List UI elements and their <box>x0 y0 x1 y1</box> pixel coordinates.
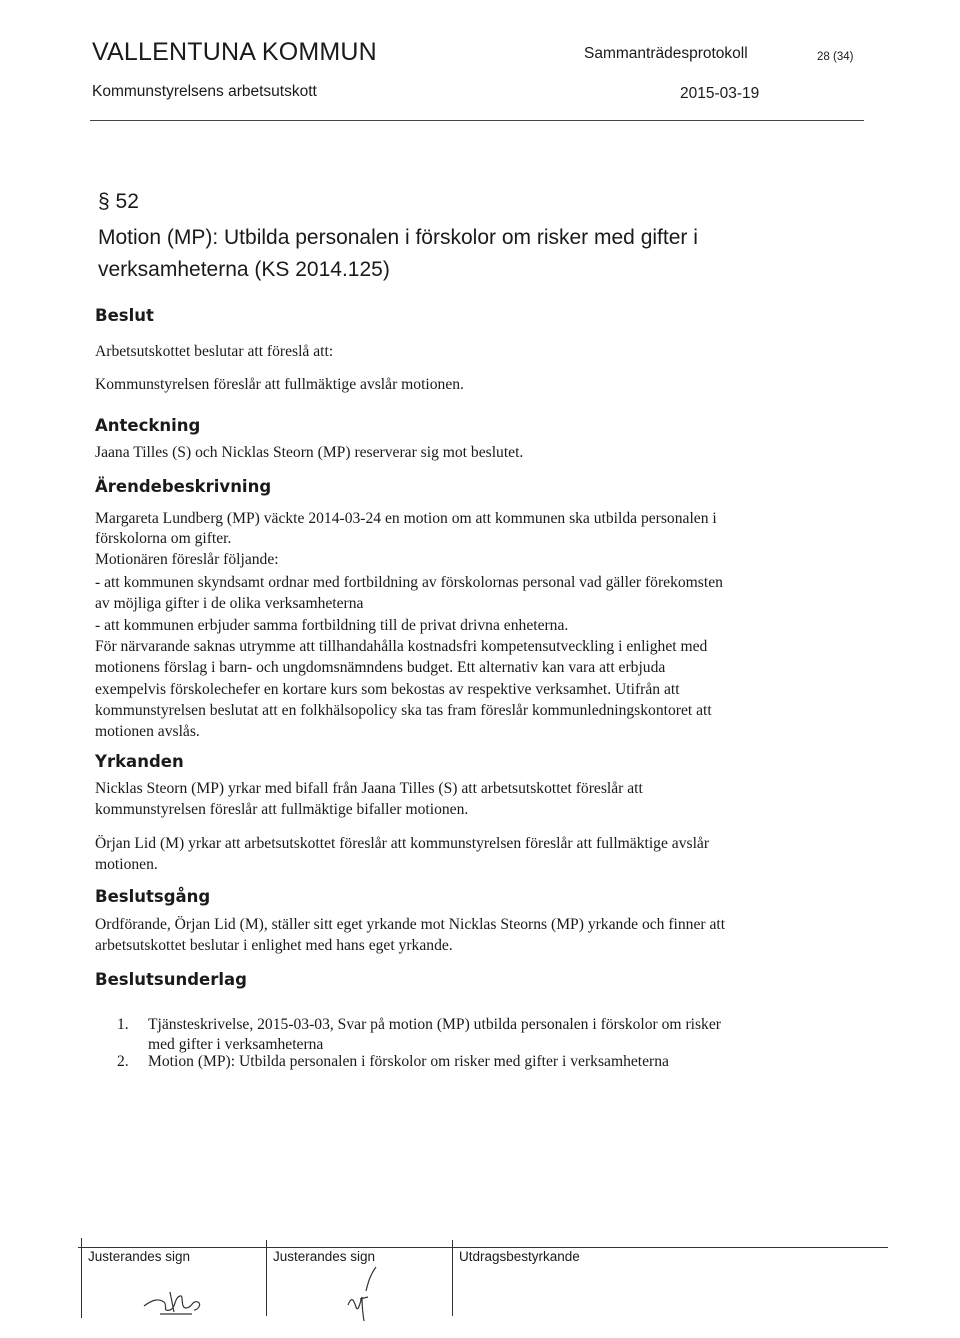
footer-border <box>81 1238 82 1318</box>
list-item-continuation: med gifter i verksamheterna <box>148 1036 324 1053</box>
heading-anteckning: Anteckning <box>95 416 201 435</box>
signature-initials-2 <box>338 1265 386 1325</box>
header-divider <box>90 120 864 121</box>
heading-beslutsunderlag: Beslutsunderlag <box>95 970 247 989</box>
footer-divider <box>78 1247 888 1248</box>
meeting-date: 2015-03-19 <box>680 85 760 102</box>
heading-arendebeskrivning: Ärendebeskrivning <box>95 477 272 496</box>
beslut-line-2: Kommunstyrelsen föreslår att fullmäktige avslår motionen. <box>95 376 464 393</box>
arende-line: - att kommunen skyndsamt ordnar med fortbildning av förskolornas personal vad gäller förekomsten <box>95 574 723 591</box>
list-item: Motion (MP): Utbilda personalen i förskolor om risker med gifter i verksamheterna <box>148 1053 669 1070</box>
signature-label-1: Justerandes sign <box>88 1249 191 1264</box>
arende-line: Motionären föreslår följande: <box>95 551 279 568</box>
list-item: Tjänsteskrivelse, 2015-03-03, Svar på motion (MP) utbilda personalen i förskolor om risker <box>148 1016 721 1033</box>
signature-initials-1 <box>140 1284 210 1318</box>
footer-border <box>452 1240 453 1316</box>
yrkanden-line: Örjan Lid (M) yrkar att arbetsutskottet föreslår att kommunstyrelsen föreslår att fullmäktige avslår <box>95 835 710 852</box>
yrkanden-line: motionen. <box>95 856 158 873</box>
paragraph-title-line-2: verksamheterna (KS 2014.125) <box>98 258 390 281</box>
heading-yrkanden: Yrkanden <box>95 752 184 771</box>
organization-name: VALLENTUNA KOMMUN <box>92 38 377 66</box>
arende-line: För närvarande saknas utrymme att tillhandahålla kostnadsfri kompetensutveckling i enlighet med <box>95 638 708 655</box>
arende-line: motionen avslås. <box>95 723 200 740</box>
arende-line: kommunstyrelsen beslutat att en folkhälsopolicy ska tas fram föreslår kommunledningskontoret att <box>95 702 712 719</box>
arende-line: motionens förslag i barn- och ungdomsnämndens budget. Ett alternativ kan vara att erbjuda <box>95 659 666 676</box>
paragraph-title-line-1: Motion (MP): Utbilda personalen i förskolor om risker med gifter i <box>98 226 698 249</box>
document-type: Sammanträdesprotokoll <box>584 45 748 62</box>
heading-beslut: Beslut <box>95 306 154 325</box>
committee-name: Kommunstyrelsens arbetsutskott <box>92 83 317 100</box>
beslutsgang-line: Ordförande, Örjan Lid (M), ställer sitt eget yrkande mot Nicklas Steorns (MP) yrkande och finner att <box>95 916 726 933</box>
arende-line: - att kommunen erbjuder samma fortbildning till de privat drivna enheterna. <box>95 617 569 634</box>
arende-line: exempelvis förskolechefer en kortare kurs som bekostas av respektive verksamhet. Utifrån att <box>95 681 680 698</box>
paragraph-number: § 52 <box>98 190 139 213</box>
yrkanden-line: kommunstyrelsen föreslår att fullmäktige bifaller motionen. <box>95 801 469 818</box>
arende-line: av möjliga gifter i de olika verksamheterna <box>95 595 364 612</box>
signature-label-2: Justerandes sign <box>273 1249 376 1264</box>
footer-border <box>266 1240 267 1316</box>
list-item-number: 1. <box>117 1016 129 1033</box>
extract-certification-label: Utdragsbestyrkande <box>459 1249 580 1264</box>
page-number: 28 (34) <box>817 51 854 63</box>
arende-line: förskolorna om gifter. <box>95 530 232 547</box>
beslut-line-1: Arbetsutskottet beslutar att föreslå att: <box>95 343 334 360</box>
list-item-number: 2. <box>117 1053 129 1070</box>
yrkanden-line: Nicklas Steorn (MP) yrkar med bifall från Jaana Tilles (S) att arbetsutskottet föreslår att <box>95 780 643 797</box>
beslutsgang-line: arbetsutskottet beslutar i enlighet med hans eget yrkande. <box>95 937 453 954</box>
heading-beslutsgang: Beslutsgång <box>95 887 211 906</box>
anteckning-line-1: Jaana Tilles (S) och Nicklas Steorn (MP) reserverar sig mot beslutet. <box>95 444 524 461</box>
arende-line: Margareta Lundberg (MP) väckte 2014-03-24 en motion om att kommunen ska utbilda personalen i <box>95 510 717 527</box>
